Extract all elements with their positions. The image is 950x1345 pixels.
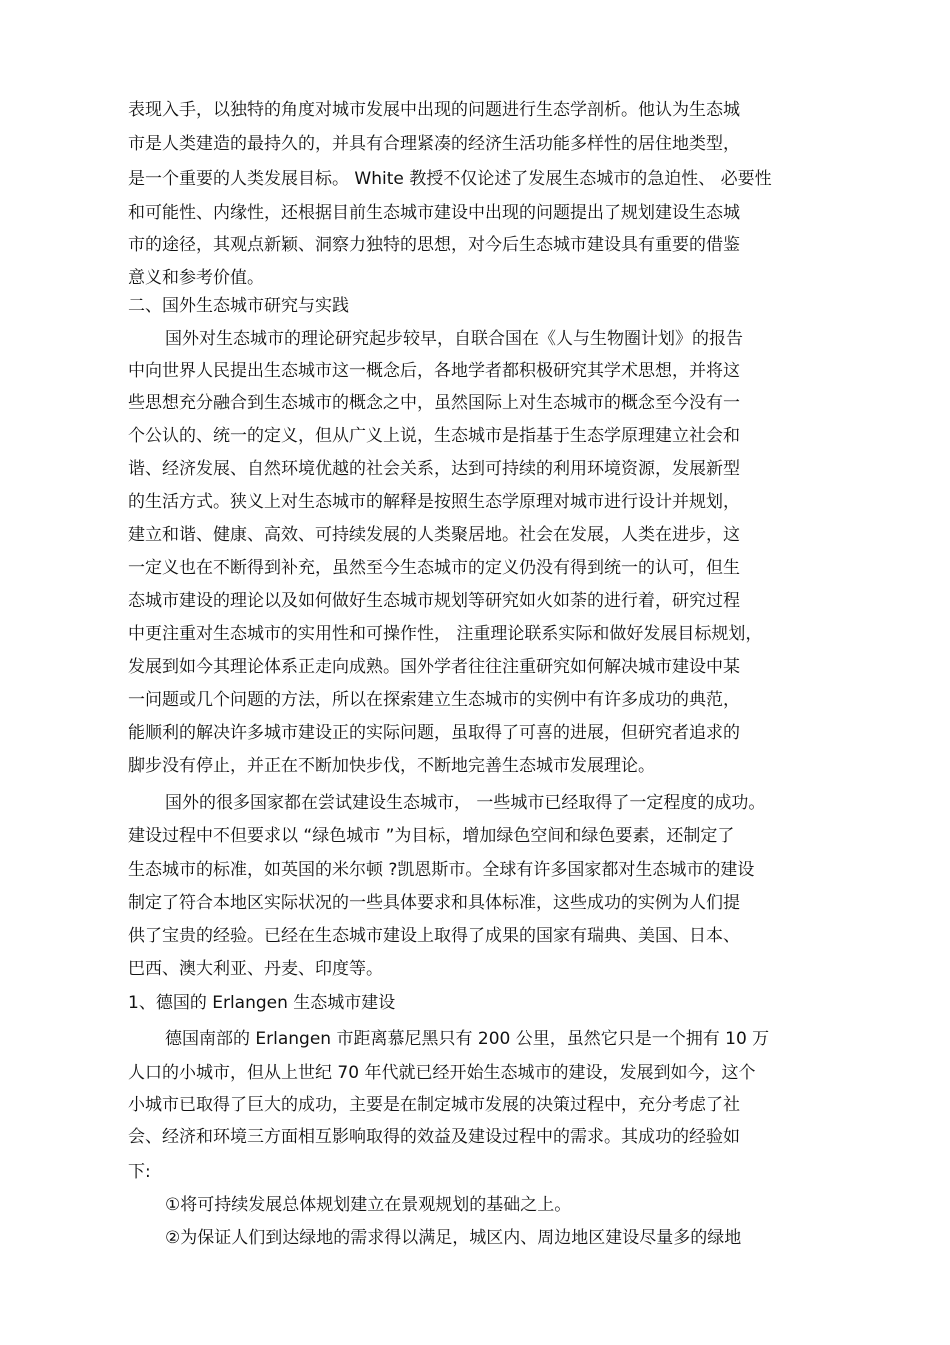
text-line: 中向世界人民提出生态城市这一概念后，各地学者都积极研究其学术思想，并将这: [128, 361, 740, 381]
text-line: 建设过程中不但要求以 “绿色城市 ”为目标，增加绿色空间和绿色要素，还制定了: [128, 826, 735, 846]
text-line: 脚步没有停止，并正在不断加快步伐，不断地完善生态城市发展理论。: [128, 756, 655, 776]
list-item: ②为保证人们到达绿地的需求得以满足，城区内、周边地区建设尽量多的绿地: [165, 1228, 742, 1248]
text-line: 态城市建设的理论以及如何做好生态城市规划等研究如火如荼的进行着，研究过程: [128, 591, 740, 611]
text-line: 能顺利的解决许多城市建设正的实际问题，虽取得了可喜的进展，但研究者追求的: [128, 723, 740, 743]
text-line: 谐、经济发展、自然环境优越的社会关系，达到可持续的利用环境资源，发展新型: [128, 459, 740, 479]
text-line: 市是人类建造的最持久的，并具有合理紧凑的经济生活功能多样性的居住地类型，: [128, 134, 740, 154]
text-line: 些思想充分融合到生态城市的概念之中，虽然国际上对生态城市的概念至今没有一: [128, 393, 740, 413]
list-item: ①将可持续发展总体规划建立在景观规划的基础之上。: [165, 1195, 572, 1215]
text-line: 制定了符合本地区实际状况的一些具体要求和具体标准，这些成功的实例为人们提: [128, 893, 740, 913]
text-line: 表现入手，以独特的角度对城市发展中出现的问题进行生态学剖析。他认为生态城: [128, 100, 740, 120]
text-line: 供了宝贵的经验。已经在生态城市建设上取得了成果的国家有瑞典、美国、日本、: [128, 926, 740, 946]
text-line: 发展到如今其理论体系正走向成熟。国外学者往往注重研究如何解决城市建设中某: [128, 657, 740, 677]
text-line: 一问题或几个问题的方法，所以在探索建立生态城市的实例中有许多成功的典范，: [128, 690, 740, 710]
subsection-heading: 1、德国的 Erlangen 生态城市建设: [128, 993, 396, 1013]
text-line: 个公认的、统一的定义，但从广义上说，生态城市是指基于生态学原理建立社会和: [128, 426, 740, 446]
text-line: 人口的小城市，但从上世纪 70 年代就已经开始生态城市的建设，发展到如今，这个: [128, 1063, 756, 1083]
text-line: 生态城市的标准，如英国的米尔顿 ?凯恩斯市。全球有许多国家都对生态城市的建设: [128, 860, 755, 880]
text-line: 中更注重对生态城市的实用性和可操作性， 注重理论联系实际和做好发展目标规划，: [128, 624, 763, 644]
text-line: 和可能性、内缘性，还根据目前生态城市建设中出现的问题提出了规划建设生态城: [128, 203, 740, 223]
text-line: 德国南部的 Erlangen 市距离慕尼黑只有 200 公里，虽然它只是一个拥有 10 万: [165, 1029, 770, 1049]
text-line: 市的途径，其观点新颖、洞察力独特的思想，对今后生态城市建设具有重要的借鉴: [128, 235, 740, 255]
text-line: 会、经济和环境三方面相互影响取得的效益及建设过程中的需求。其成功的经验如: [128, 1127, 740, 1147]
text-line: 的生活方式。狭义上对生态城市的解释是按照生态学原理对城市进行设计并规划，: [128, 492, 740, 512]
text-line: 建立和谐、健康、高效、可持续发展的人类聚居地。社会在发展，人类在进步，这: [128, 525, 740, 545]
text-line: 一定义也在不断得到补充，虽然至今生态城市的定义仍没有得到统一的认可，但生: [128, 558, 740, 578]
text-line: 国外对生态城市的理论研究起步较早，自联合国在《人与生物圈计划》的报告: [165, 329, 743, 349]
text-line: 国外的很多国家都在尝试建设生态城市， 一些城市已经取得了一定程度的成功。: [165, 793, 766, 813]
section-heading: 二、国外生态城市研究与实践: [128, 296, 349, 316]
text-line: 意义和参考价值。: [128, 268, 264, 288]
text-line: 是一个重要的人类发展目标。 White 教授不仅论述了发展生态城市的急迫性、 必要性: [128, 169, 772, 189]
text-line: 小城市已取得了巨大的成功，主要是在制定城市发展的决策过程中，充分考虑了社: [128, 1095, 740, 1115]
text-line: 下:: [128, 1162, 151, 1182]
text-line: 巴西、澳大利亚、丹麦、印度等。: [128, 959, 383, 979]
